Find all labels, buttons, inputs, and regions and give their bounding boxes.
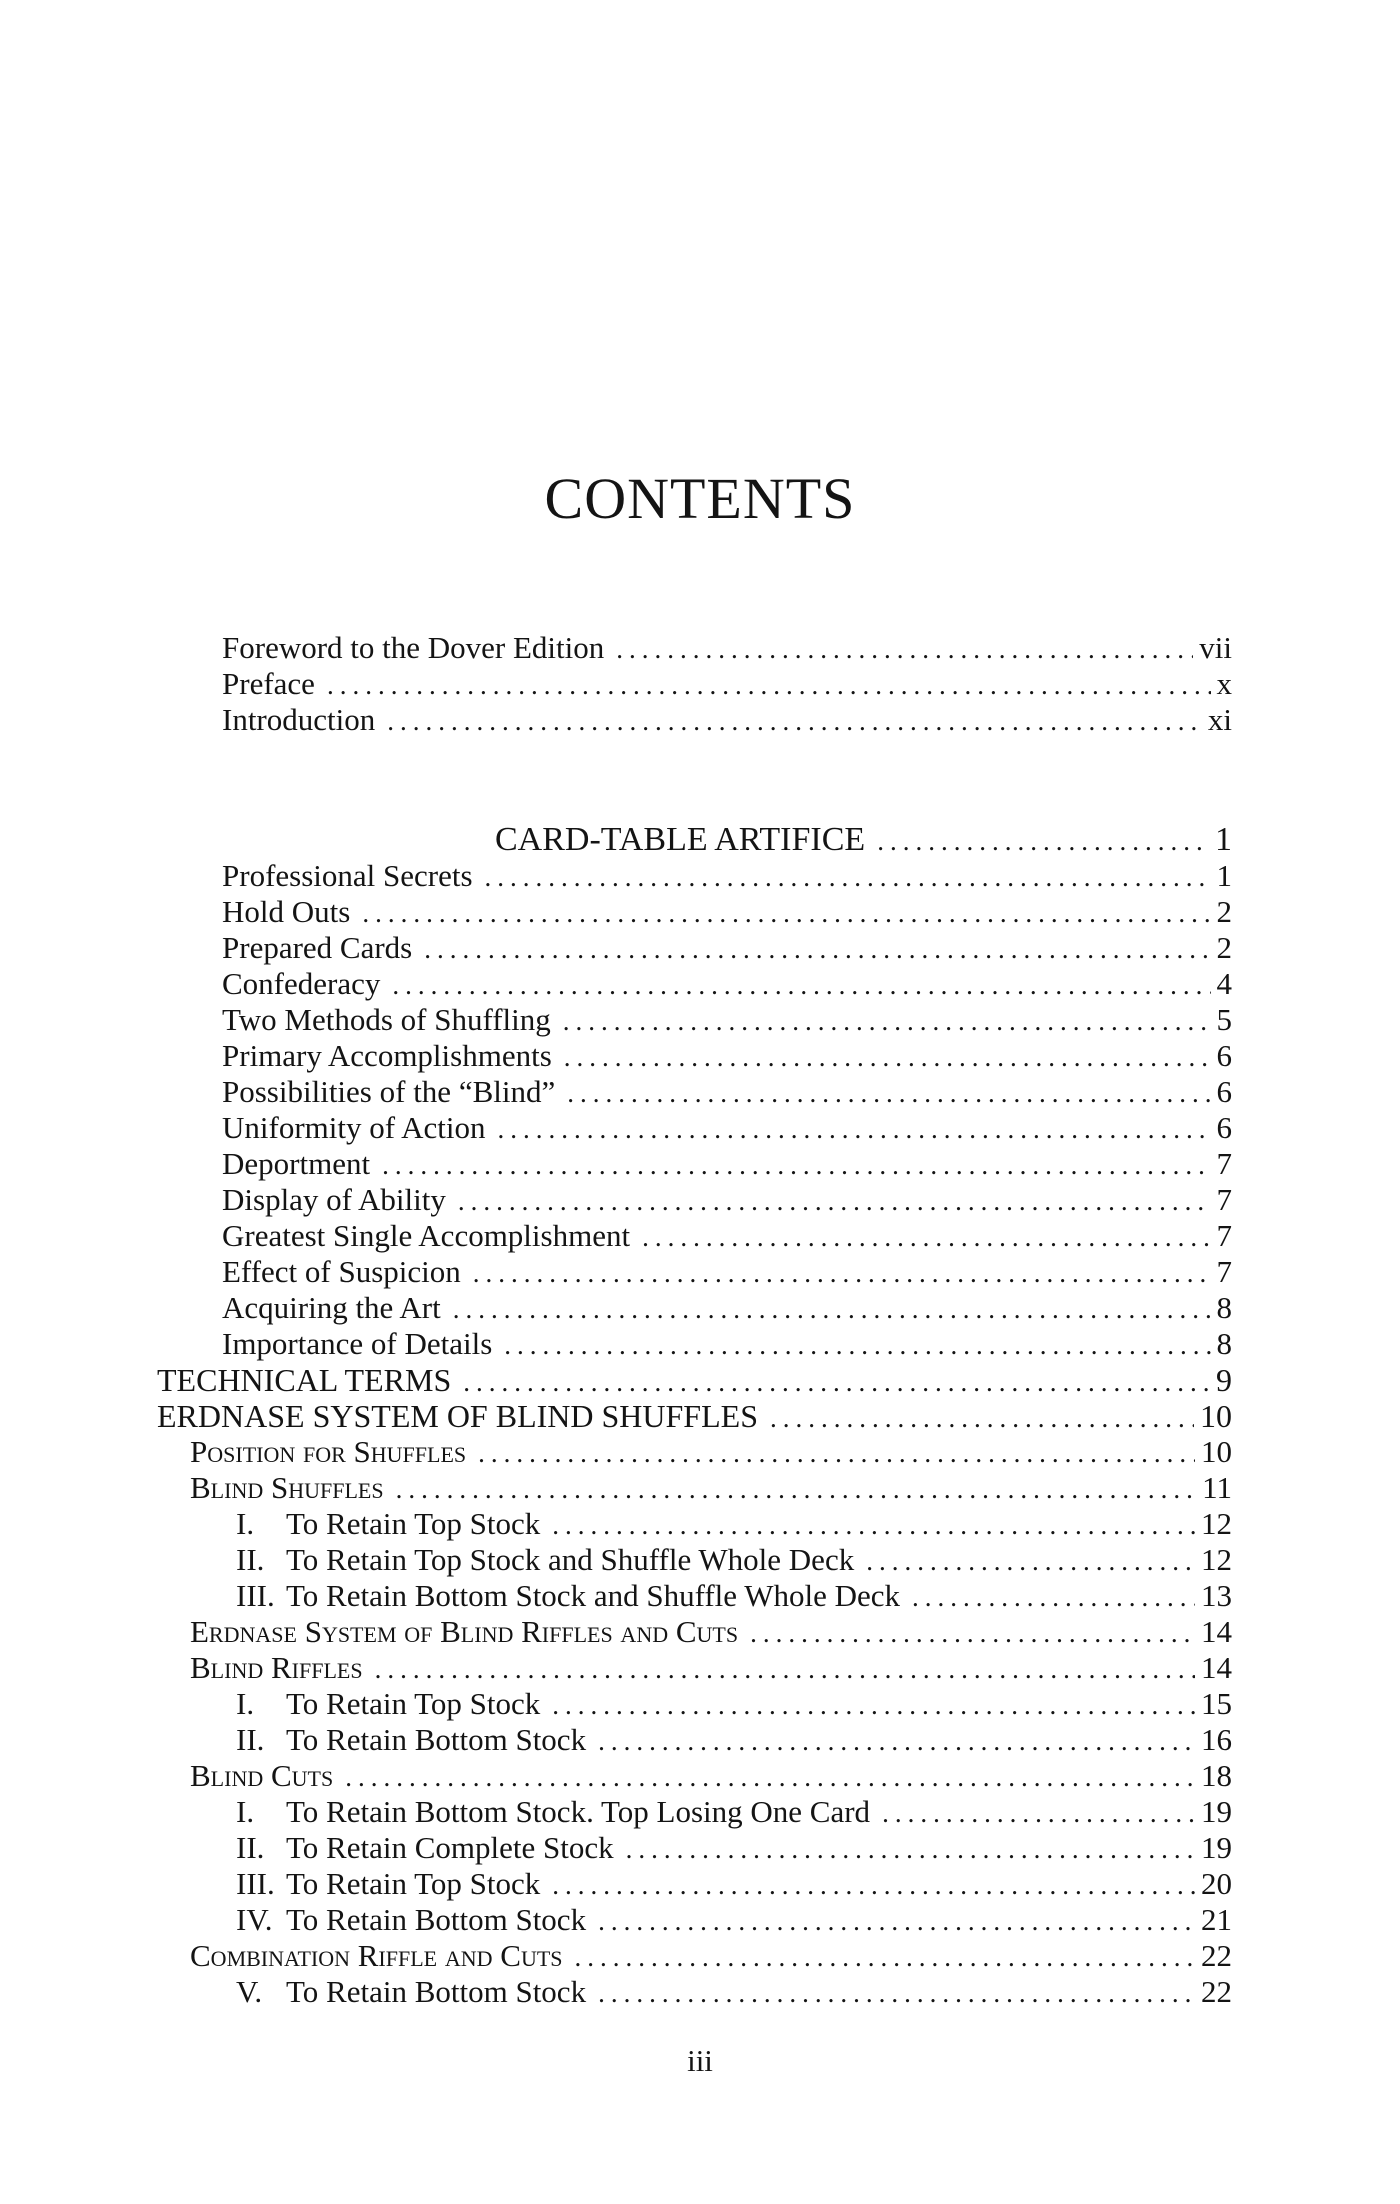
toc-entry-page: 12 bbox=[1201, 1542, 1232, 1577]
dot-leader bbox=[564, 1039, 1211, 1075]
dot-leader bbox=[453, 1291, 1211, 1327]
toc-entry-page: 13 bbox=[1201, 1578, 1232, 1613]
toc-entry-numeral: IV. bbox=[236, 1902, 273, 1937]
toc-entry bbox=[236, 1794, 1232, 1830]
toc-entry bbox=[222, 966, 1232, 1002]
toc-entry-page: xi bbox=[1207, 702, 1232, 737]
toc-entry-label: Greatest Single Accomplishment bbox=[222, 1218, 631, 1253]
dot-leader bbox=[458, 1183, 1211, 1219]
toc-entry-page: 6 bbox=[1216, 1074, 1232, 1109]
toc-entry-label: Preface bbox=[222, 666, 315, 701]
toc-entry bbox=[222, 1146, 1232, 1182]
toc-entry-page: 10 bbox=[1201, 1434, 1232, 1469]
dot-leader bbox=[598, 1723, 1195, 1759]
dot-leader bbox=[552, 1867, 1195, 1903]
toc-entry-numeral: I. bbox=[236, 1686, 255, 1721]
toc-entry-page: 9 bbox=[1216, 1362, 1232, 1398]
dot-leader bbox=[750, 1615, 1195, 1651]
toc-entry bbox=[222, 666, 1232, 702]
toc-entry-label: To Retain Bottom Stock bbox=[286, 1902, 587, 1937]
toc-entry-numeral: I. bbox=[236, 1506, 255, 1541]
toc-entry bbox=[222, 1182, 1232, 1218]
toc-entry bbox=[236, 1542, 1232, 1578]
dot-leader bbox=[463, 1364, 1210, 1400]
toc-entry-label: Two Methods of Shuffling bbox=[222, 1002, 551, 1037]
toc-entry bbox=[222, 1110, 1232, 1146]
toc-entry-numeral: II. bbox=[236, 1830, 265, 1865]
toc-entry bbox=[236, 1830, 1232, 1866]
dot-leader bbox=[382, 1147, 1210, 1183]
dot-leader bbox=[567, 1075, 1210, 1111]
toc-entry-label: To Retain Bottom Stock and Shuffle Whole Deck bbox=[286, 1578, 901, 1613]
toc-entry-page: 20 bbox=[1201, 1866, 1232, 1901]
toc-entry-page: 16 bbox=[1201, 1722, 1232, 1757]
toc-entry bbox=[190, 1650, 1232, 1686]
toc-entry-page: 14 bbox=[1201, 1614, 1232, 1649]
toc-entry-label: Professional Secrets bbox=[222, 858, 473, 893]
toc-entry bbox=[222, 894, 1232, 930]
toc-entry-label: To Retain Bottom Stock bbox=[286, 1722, 587, 1757]
toc-entry-label: To Retain Bottom Stock bbox=[286, 1974, 587, 2009]
dot-leader bbox=[616, 631, 1193, 667]
toc-entry-numeral: III. bbox=[236, 1578, 275, 1613]
toc-entry-label: To Retain Top Stock bbox=[286, 1866, 541, 1901]
toc-entry bbox=[190, 1938, 1232, 1974]
toc-entry-label: Blind Riffles bbox=[190, 1650, 363, 1685]
toc-entry-page: vii bbox=[1199, 630, 1232, 665]
toc-entry-page: 4 bbox=[1216, 966, 1232, 1001]
toc-entry-label: Hold Outs bbox=[222, 894, 351, 929]
toc-entry-label: Acquiring the Art bbox=[222, 1290, 441, 1325]
toc-entry-page: 11 bbox=[1202, 1470, 1232, 1505]
dot-leader bbox=[563, 1003, 1211, 1039]
toc-entry-label: Erdnase System of Blind Riffles and Cuts bbox=[190, 1614, 739, 1649]
toc-entry bbox=[190, 1758, 1232, 1794]
dot-leader bbox=[912, 1579, 1195, 1615]
toc-entry bbox=[157, 1398, 1232, 1434]
toc-entry-page: 7 bbox=[1216, 1146, 1232, 1181]
toc-entry-label: Deportment bbox=[222, 1146, 371, 1181]
toc-entry-label: To Retain Bottom Stock. Top Losing One Card bbox=[286, 1794, 871, 1829]
toc-entry-label: Combination Riffle and Cuts bbox=[190, 1938, 563, 1973]
toc-entry-page: 19 bbox=[1201, 1830, 1232, 1865]
dot-leader bbox=[598, 1903, 1195, 1939]
toc-entry bbox=[222, 630, 1232, 666]
dot-leader bbox=[485, 859, 1211, 895]
dot-leader bbox=[396, 1471, 1197, 1507]
dot-leader bbox=[424, 931, 1210, 967]
page-number: iii bbox=[687, 2043, 713, 2078]
toc-entry-label: Prepared Cards bbox=[222, 930, 413, 965]
toc-entry bbox=[222, 1218, 1232, 1254]
toc-entry bbox=[236, 1974, 1232, 2010]
toc-entry-label: TECHNICAL TERMS bbox=[157, 1362, 452, 1398]
dot-leader bbox=[866, 1543, 1195, 1579]
toc-entry bbox=[236, 1686, 1232, 1722]
toc-entry bbox=[236, 1902, 1232, 1938]
dot-leader bbox=[327, 667, 1211, 703]
toc-entry-label: Primary Accomplishments bbox=[222, 1038, 552, 1073]
dot-leader bbox=[552, 1507, 1195, 1543]
toc-entry-page: 6 bbox=[1216, 1110, 1232, 1145]
dot-leader bbox=[642, 1219, 1210, 1255]
dot-leader bbox=[598, 1975, 1195, 2011]
dot-leader bbox=[504, 1327, 1210, 1363]
dot-leader bbox=[877, 823, 1209, 859]
toc-entry bbox=[236, 1866, 1232, 1902]
toc-entry-numeral: II. bbox=[236, 1722, 265, 1757]
toc-entry-page: 22 bbox=[1201, 1938, 1232, 1973]
toc-entry-page: 18 bbox=[1201, 1758, 1232, 1793]
toc-entry-page: 8 bbox=[1216, 1290, 1232, 1325]
dot-leader bbox=[478, 1435, 1195, 1471]
toc-entry bbox=[222, 1074, 1232, 1110]
toc-entry-label: ERDNASE SYSTEM OF BLIND SHUFFLES bbox=[157, 1398, 758, 1434]
toc-entry-numeral: II. bbox=[236, 1542, 265, 1577]
toc-entry-page: 1 bbox=[1216, 858, 1232, 893]
dot-leader bbox=[770, 1400, 1194, 1436]
dot-leader bbox=[575, 1939, 1195, 1975]
toc-entry-page: 7 bbox=[1216, 1182, 1232, 1217]
toc-entry-label: CARD-TABLE ARTIFICE bbox=[495, 821, 866, 858]
toc-entry bbox=[222, 1290, 1232, 1326]
dot-leader bbox=[345, 1759, 1195, 1795]
toc-entry-label: Display of Ability bbox=[222, 1182, 446, 1217]
toc-entry-numeral: III. bbox=[236, 1866, 275, 1901]
toc-entry bbox=[236, 1578, 1232, 1614]
toc-entry-page: 15 bbox=[1201, 1686, 1232, 1721]
toc-entry-page: 19 bbox=[1201, 1794, 1232, 1829]
toc-entry bbox=[222, 1254, 1232, 1290]
toc-entry bbox=[190, 1470, 1232, 1506]
toc-entry bbox=[236, 1506, 1232, 1542]
page-title: CONTENTS bbox=[544, 466, 856, 531]
toc-entry bbox=[222, 930, 1232, 966]
toc-entry-label: Confederacy bbox=[222, 966, 381, 1001]
dot-leader bbox=[626, 1831, 1195, 1867]
toc-entry-label: To Retain Top Stock and Shuffle Whole Deck bbox=[286, 1542, 855, 1577]
toc-entry-page: x bbox=[1216, 666, 1232, 701]
dot-leader bbox=[552, 1687, 1195, 1723]
toc-entry-page: 8 bbox=[1216, 1326, 1232, 1361]
toc-entry-page: 6 bbox=[1216, 1038, 1232, 1073]
toc-entry bbox=[222, 702, 1232, 738]
dot-leader bbox=[362, 895, 1210, 931]
toc-entry bbox=[236, 1722, 1232, 1758]
dot-leader bbox=[497, 1111, 1210, 1147]
toc-entry-numeral: V. bbox=[236, 1974, 263, 2009]
toc-entry-label: Blind Shuffles bbox=[190, 1470, 384, 1505]
toc-entry-page: 1 bbox=[1215, 821, 1232, 858]
toc-entry-page: 21 bbox=[1201, 1902, 1232, 1937]
toc-entry-page: 2 bbox=[1216, 894, 1232, 929]
toc-entry-label: Importance of Details bbox=[222, 1326, 493, 1361]
dot-leader bbox=[375, 1651, 1195, 1687]
dot-leader bbox=[882, 1795, 1195, 1831]
toc-entry bbox=[222, 858, 1232, 894]
toc-entry-page: 7 bbox=[1216, 1254, 1232, 1289]
toc-entry-page: 10 bbox=[1200, 1398, 1232, 1434]
toc-entry-label: Effect of Suspicion bbox=[222, 1254, 461, 1289]
toc-entry-label: Introduction bbox=[222, 702, 376, 737]
toc-entry-numeral: I. bbox=[236, 1794, 255, 1829]
dot-leader bbox=[473, 1255, 1211, 1291]
toc-entry-page: 14 bbox=[1201, 1650, 1232, 1685]
toc-entry bbox=[495, 822, 1232, 858]
toc-entry-page: 7 bbox=[1216, 1218, 1232, 1253]
toc-entry bbox=[222, 1326, 1232, 1362]
toc-entry-label: To Retain Top Stock bbox=[286, 1686, 541, 1721]
toc-entry-label: Possibilities of the “Blind” bbox=[222, 1074, 556, 1109]
toc-entry-label: Uniformity of Action bbox=[222, 1110, 486, 1145]
toc-entry bbox=[157, 1362, 1232, 1398]
toc-entry-label: Position for Shuffles bbox=[190, 1434, 467, 1469]
toc-entry-label: To Retain Top Stock bbox=[286, 1506, 541, 1541]
toc-entry bbox=[190, 1434, 1232, 1470]
toc-entry-label: Foreword to the Dover Edition bbox=[222, 630, 605, 665]
toc-entry-page: 22 bbox=[1201, 1974, 1232, 2009]
dot-leader bbox=[392, 967, 1210, 1003]
dot-leader bbox=[387, 703, 1202, 739]
toc-entry bbox=[222, 1038, 1232, 1074]
toc-entry-page: 12 bbox=[1201, 1506, 1232, 1541]
toc-entry bbox=[190, 1614, 1232, 1650]
toc-entry-page: 2 bbox=[1216, 930, 1232, 965]
toc-entry bbox=[222, 1002, 1232, 1038]
toc-entry-label: To Retain Complete Stock bbox=[286, 1830, 614, 1865]
toc-entry-label: Blind Cuts bbox=[190, 1758, 334, 1793]
toc-entry-page: 5 bbox=[1216, 1002, 1232, 1037]
